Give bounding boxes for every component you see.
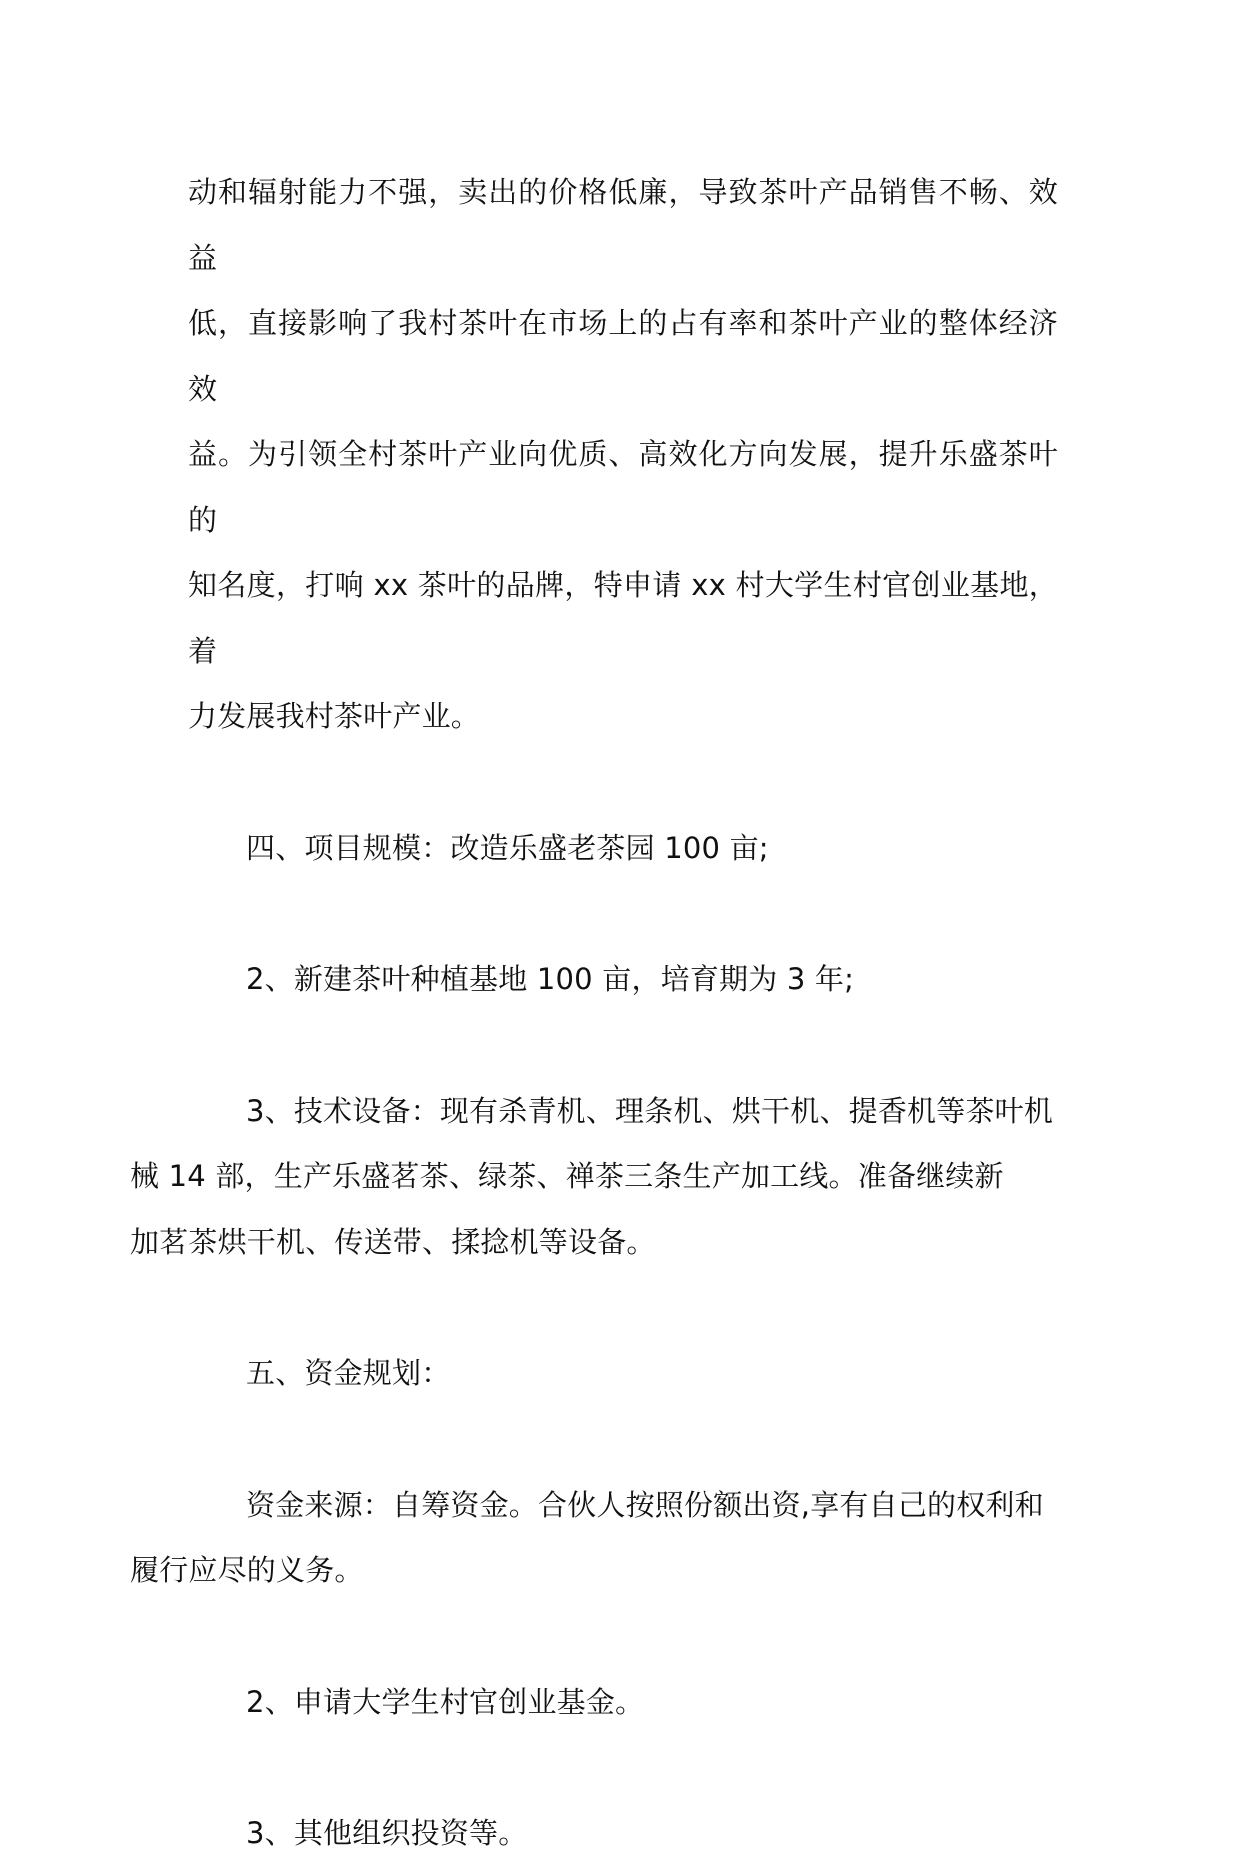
paragraph-background <box>188 160 1058 750</box>
text-line: 资金来源：自筹资金。合伙人按照份额出资,享有自己的权利和 <box>246 1487 1044 1522</box>
paragraph-fund-grant <box>188 1670 1058 1736</box>
heading-fund-plan <box>188 1341 1058 1407</box>
paragraph-new-base <box>188 947 1058 1013</box>
text-line: 知名度，打响 xx 茶叶的品牌，特申请 xx 村大学生村官创业基地，着 <box>188 568 1058 668</box>
paragraph-equipment <box>130 1079 1058 1276</box>
text-line: 2、申请大学生村官创业基金。 <box>246 1684 645 1719</box>
text-line: 低，直接影响了我村茶叶在市场上的占有率和茶叶产业的整体经济效 <box>188 306 1058 406</box>
text-line: 3、其他组织投资等。 <box>246 1816 528 1850</box>
text-line: 履行应尽的义务。 <box>130 1553 364 1587</box>
heading-project-scale <box>188 816 1058 882</box>
text-line: 动和辐射能力不强，卖出的价格低廉，导致茶叶产品销售不畅、效益 <box>188 175 1058 275</box>
text-line: 力发展我村茶叶产业。 <box>188 699 481 733</box>
paragraph-fund-other <box>188 1801 1058 1867</box>
text-line: 械 14 部，生产乐盛茗茶、绿茶、禅茶三条生产加工线。准备继续新 <box>130 1159 1004 1193</box>
text-line: 加茗茶烘干机、传送带、揉捻机等设备。 <box>130 1224 656 1259</box>
document-body <box>130 160 1058 1867</box>
text-line: 益。为引领全村茶叶产业向优质、高效化方向发展，提升乐盛茶叶的 <box>188 437 1058 537</box>
text-line: 3、技术设备：现有杀青机、理条机、烘干机、提香机等茶叶机 <box>246 1093 1054 1128</box>
text-line: 2、新建茶叶种植基地 100 亩，培育期为 3 年; <box>246 962 855 996</box>
text-line: 四、项目规模：改造乐盛老茶园 100 亩; <box>246 830 769 865</box>
text-line: 五、资金规划： <box>246 1356 451 1390</box>
paragraph-fund-source <box>130 1473 1058 1604</box>
